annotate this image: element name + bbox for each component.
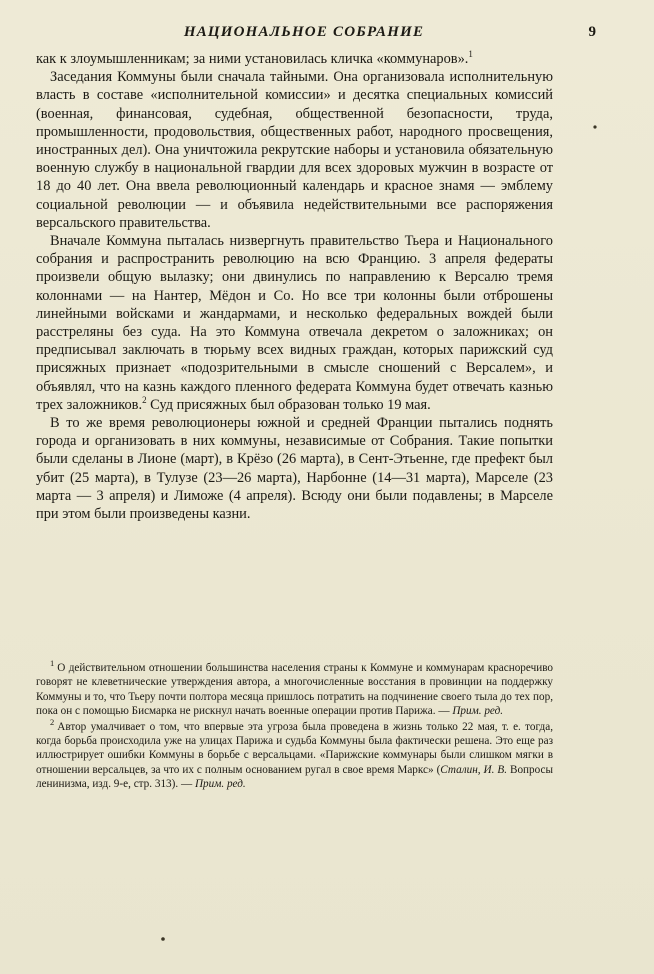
paragraph-3 xyxy=(36,232,553,414)
paragraph-4: В то же время революционеры южной и средней Франции пытались поднять города и организовать в них коммуны, независимые от Собрания. Такие попытки были сделаны в Лионе (март), в Крёзо (26 марта), в Сент-Этьенне, где префект был убит (25 марта), в Тулузе (23—26 марта), Нарбонне (14—31 марта), Марселе (23 марта — 3 апреля) и Лиможе (4 апреля). Всюду они были подавлены; в Марселе при этом были произведены казни. xyxy=(36,415,553,523)
running-title: НАЦИОНАЛЬНОЕ СОБРАНИЕ xyxy=(183,24,425,40)
footnote-2-cite: Вопросы ленинизма, изд. 9-е, стр. 313). — xyxy=(36,763,553,791)
footnote-2-mark: 2 xyxy=(50,716,55,727)
footnote-1 xyxy=(36,658,553,719)
footnote-1-editor-note: Прим. ред. xyxy=(452,705,504,718)
speck-margin-right xyxy=(593,125,596,128)
paragraph-1-text: как к злоумышленникам; за ними установилась кличка «коммунаров». xyxy=(36,51,469,67)
footnotes xyxy=(36,658,553,793)
paragraph-3-tail: Суд присяжных был образован только 19 мая. xyxy=(146,396,431,413)
footnote-1-text: О действительном отношении большинства населения страны к Коммуне и коммунарам красноречиво говорят не клеветнические утверждения автора, а многочисленные восстания в провинции на поддержку Коммуны и то, что Тьеру почти полтора месяца пришлось потратить на подчинение своего тыла до тех пор, пока он с помощью Бисмарка не рискнул начать военные операции против Парижа. — xyxy=(36,662,553,718)
page-header xyxy=(36,24,596,46)
speck-bottom xyxy=(161,937,165,941)
paragraph-2: Заседания Коммуны были сначала тайными. Она организовала исполнительную власть в составе «исполнительной комиссии» и десятка специальных комиссий (военная, финансовая, судебная, общественной безопасности, труда, промышленности, продовольствия, общественных работ, народного просвещения, иностранных дел). Она уничтожила рекрутские наборы и установила обязательную военную службу в национальной гвардии для всех здоровых мужчин в возрасте от 18 до 40 лет. Она ввела революционный календарь и красное знамя — эмблему социальной революции — и объявила недействительными все распоряжения версальского правительства. xyxy=(36,69,553,231)
main-text xyxy=(36,50,553,523)
paragraph-3-text: Вначале Коммуна пыталась низвергнуть правительство Тьера и Национального собрания и распространить революцию на всю Францию. 3 апреля федераты произвели общую вылазку; они двинулись по направлению к Версалю тремя колоннами — на Нантер, Мёдон и Со. Но все три колонны были отброшены линейными войсками и жандармами, и несколько федеральных вождей были расстреляны без суда. На это Коммуна отвечала декретом о заложниках; он предписывал заключать в тюрьму всех видных граждан, которых парижский суд присяжных признает «подозрительными в смысле сношений с Версалем», и объявлял, что на казнь каждого пленного федерата Коммуна будет отвечать казнью трех заложников. xyxy=(36,233,553,413)
footnote-1-mark: 1 xyxy=(50,658,55,669)
footnote-2-text: Автор умалчивает о том, что впервые эта угроза была проведена в жизнь только 22 мая, т. е. тогда, когда борьба происходила уже на улицах Парижа и судьба Коммуны была фактически решена. Это еще раз иллюстрирует ошибки Коммуны в борьбе с версальцами. «Парижские коммунары были слишком мягки в отношении версальцев, за что их с полным основанием ругал в свое время Маркс» ( xyxy=(36,720,553,776)
footnote-2-cite-author: Сталин, И. В. xyxy=(440,763,508,776)
footnote-ref-1: 1 xyxy=(468,49,473,60)
page-number: 9 xyxy=(588,24,596,40)
footnote-ref-2: 2 xyxy=(142,395,147,406)
footnote-2-editor-note: Прим. ред. xyxy=(194,778,246,791)
paragraph-1 xyxy=(36,50,553,68)
footnote-2 xyxy=(36,716,553,792)
